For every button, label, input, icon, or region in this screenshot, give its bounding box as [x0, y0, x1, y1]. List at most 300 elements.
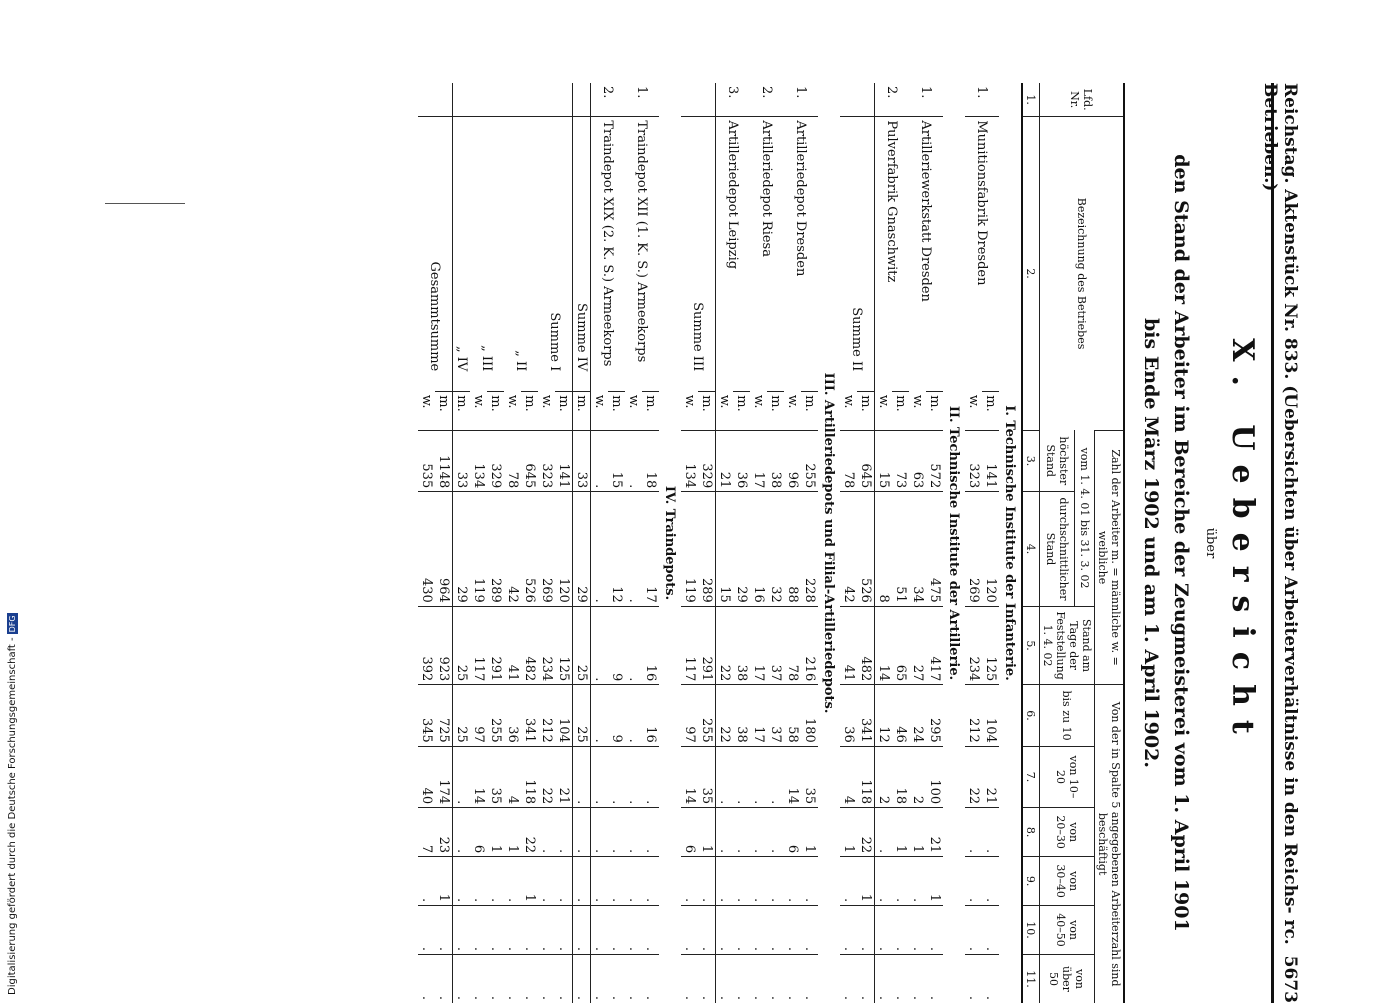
cell: . [555, 808, 573, 857]
cell: 1 [504, 808, 521, 857]
cell: . [784, 857, 801, 906]
sex-label: w. [471, 394, 486, 409]
cell: 7 [418, 808, 435, 857]
empty-cell [573, 83, 591, 117]
cell: 141 [982, 430, 999, 491]
cell: 41 [840, 606, 857, 685]
colnum: 6. [1022, 685, 1040, 746]
cell: 345 [418, 685, 435, 746]
cell: 29 [573, 492, 591, 607]
cell: 125 [982, 606, 999, 685]
running-header [1260, 83, 1300, 1003]
subtitle [1136, 83, 1196, 1003]
cell: 16 [642, 685, 659, 746]
cell: 88 [784, 492, 801, 607]
cell: . [521, 955, 538, 1003]
header-age-2: von 10–20 [1040, 746, 1095, 807]
cell: . [698, 906, 716, 955]
cell: 36 [733, 430, 750, 491]
cell: 12 [608, 492, 625, 607]
cell: . [487, 955, 504, 1003]
cell: 22 [857, 808, 875, 857]
cell: 120 [982, 492, 999, 607]
cell: . [591, 857, 609, 906]
header-age-3: von 20–30 [1040, 808, 1095, 857]
cell: 21 [926, 808, 943, 857]
sex-label: m. [733, 392, 750, 431]
cell: 78 [840, 430, 857, 491]
cell: 36 [504, 685, 521, 746]
sex-label: m. [555, 392, 573, 431]
cell: 78 [504, 430, 521, 491]
cell: 14 [784, 746, 801, 807]
cell: 25 [453, 606, 471, 685]
cell: . [642, 906, 659, 955]
cell: 291 [698, 606, 716, 685]
cell: . [625, 746, 642, 807]
sex-label: w. [539, 394, 554, 409]
cell: . [418, 955, 435, 1003]
table-body [418, 83, 1022, 1003]
cell: 97 [470, 685, 487, 746]
cell: 25 [573, 606, 591, 685]
cell: . [784, 906, 801, 955]
cell: 2 [909, 746, 926, 807]
cell: 526 [521, 492, 538, 607]
summary-name: Summe IV [573, 117, 591, 392]
sex-label: w. [876, 394, 891, 409]
cell: . [573, 857, 591, 906]
cell: . [982, 906, 999, 955]
colnum: 10. [1022, 906, 1040, 955]
cell: 269 [538, 492, 555, 607]
subtitle-line-2: bis Ende März 1902 und am 1. April 1902. [1140, 318, 1162, 768]
cell: . [642, 746, 659, 807]
sex-label: m. [435, 392, 453, 431]
row-nr: 2. [759, 86, 775, 99]
cell: 645 [521, 430, 538, 491]
cell: . [642, 808, 659, 857]
cell: . [767, 808, 784, 857]
cell: . [982, 808, 999, 857]
cell: . [538, 808, 555, 857]
cell: . [857, 906, 875, 955]
cell: 180 [801, 685, 818, 746]
sex-label: m. [982, 392, 999, 431]
cell: 29 [733, 492, 750, 607]
cell: . [591, 906, 609, 955]
cell: . [892, 857, 909, 906]
cell: 17 [750, 606, 767, 685]
cell: . [965, 955, 982, 1003]
row-name: Artilleriedepot Riesa [750, 117, 784, 392]
cell: 119 [470, 492, 487, 607]
cell: . [892, 955, 909, 1003]
cell: . [681, 955, 698, 1003]
cell: . [591, 685, 609, 746]
table-row [926, 83, 943, 1003]
table-row [892, 83, 909, 1003]
cell: . [982, 955, 999, 1003]
colnum: 9. [1022, 857, 1040, 906]
row-name: Traindepot XIX (2. K. S.) Armeekorps [591, 117, 626, 392]
cell: . [840, 906, 857, 955]
colnum: 1. [1022, 83, 1040, 117]
cell: 134 [470, 430, 487, 491]
empty-cell [538, 83, 573, 117]
cell: 21 [555, 746, 573, 807]
cell: 35 [698, 746, 716, 807]
cell: 63 [909, 430, 926, 491]
sex-label: m. [857, 392, 875, 431]
running-header-text: Reichstag. Aktenstück Nr. 833. (Uebersichten über Arbeiterverhältnisse in den Reichs- rc. Betrieben.) [1260, 83, 1300, 945]
cell: . [909, 906, 926, 955]
cell: 25 [453, 685, 471, 746]
cell: . [750, 746, 767, 807]
cell: . [418, 857, 435, 906]
cell: 38 [733, 606, 750, 685]
cell: . [750, 857, 767, 906]
sex-label: w. [682, 394, 697, 409]
dfg-logo: DFG [7, 615, 17, 633]
cell: 1 [926, 857, 943, 906]
sex-label: w. [966, 394, 981, 409]
cell: . [875, 955, 893, 1003]
cell: . [926, 955, 943, 1003]
cell: 22 [716, 685, 734, 746]
row-nr: 1. [793, 86, 809, 99]
cell: 572 [926, 430, 943, 491]
sex-label: w. [592, 394, 607, 409]
cell: 645 [857, 430, 875, 491]
sex-label: m. [573, 392, 591, 431]
cell: . [470, 906, 487, 955]
cell: 6 [470, 808, 487, 857]
colnum: 8. [1022, 808, 1040, 857]
summary-row [857, 83, 875, 1003]
cell: . [801, 955, 818, 1003]
cell: . [698, 955, 716, 1003]
cell: 16 [642, 606, 659, 685]
cell: . [875, 808, 893, 857]
row-nr: 1. [974, 86, 990, 99]
cell: . [982, 857, 999, 906]
cell: . [625, 430, 642, 491]
cell: 6 [681, 808, 698, 857]
cell: . [608, 808, 625, 857]
total-name: „ II [504, 117, 538, 392]
cell: . [875, 906, 893, 955]
cell: 22 [521, 808, 538, 857]
row-name: Traindepot XII (1. K. S.) Armeekorps [625, 117, 659, 392]
cell: 430 [418, 492, 435, 607]
cell: 42 [840, 492, 857, 607]
cell: . [716, 808, 734, 857]
cell: 120 [555, 492, 573, 607]
cell: 212 [965, 685, 982, 746]
digitization-note [1, 603, 25, 995]
cell: 32 [767, 492, 784, 607]
cell: 291 [487, 606, 504, 685]
table-row [608, 83, 625, 1003]
cell: 1 [840, 808, 857, 857]
cell: 17 [750, 685, 767, 746]
total-row [453, 83, 471, 1003]
cell: 34 [909, 492, 926, 607]
cell: . [875, 857, 893, 906]
cell: 96 [784, 430, 801, 491]
cell: 234 [538, 606, 555, 685]
cell: . [538, 906, 555, 955]
cell: 1 [487, 808, 504, 857]
cell: . [555, 857, 573, 906]
sex-label: m. [767, 392, 784, 431]
cell: . [625, 808, 642, 857]
cell: 35 [801, 746, 818, 807]
cell: 255 [487, 685, 504, 746]
sex-label: m. [453, 392, 471, 431]
cell: . [487, 857, 504, 906]
stray-mark [105, 203, 185, 206]
cell: . [573, 808, 591, 857]
cell: 58 [784, 685, 801, 746]
cell: 526 [857, 492, 875, 607]
cell: 234 [965, 606, 982, 685]
cell: 15 [608, 430, 625, 491]
cell: . [555, 906, 573, 955]
sex-label: w. [785, 394, 800, 409]
cell: 6 [784, 808, 801, 857]
empty-cell [470, 83, 504, 117]
digitization-note-text: Digitalisierung gefördert durch die Deutsche Forschungsgemeinschaft - [7, 637, 18, 995]
cell: . [573, 955, 591, 1003]
header-rule [1271, 83, 1274, 1003]
cell: . [435, 906, 453, 955]
cell: . [750, 906, 767, 955]
cell: . [573, 906, 591, 955]
summary-name: Summe II [840, 117, 875, 392]
cell: 17 [642, 492, 659, 607]
cell: 118 [857, 746, 875, 807]
section-heading: I. Technische Institute der Infanterie. [1002, 405, 1018, 681]
cell: 41 [504, 606, 521, 685]
cell: 9 [608, 606, 625, 685]
cell: 255 [698, 685, 716, 746]
cell: 1 [909, 808, 926, 857]
cell: 1 [801, 808, 818, 857]
cell: . [625, 906, 642, 955]
row-nr: 1. [634, 86, 650, 99]
cell: . [521, 906, 538, 955]
cell: 33 [453, 430, 471, 491]
cell: 1 [698, 808, 716, 857]
cell: . [591, 430, 609, 491]
cell: 2 [875, 746, 893, 807]
empty-cell [504, 83, 538, 117]
cell: 25 [573, 685, 591, 746]
cell: . [608, 906, 625, 955]
cell: 17 [750, 430, 767, 491]
header-hoechst: höchster Stand [1040, 430, 1075, 491]
cell: 65 [892, 606, 909, 685]
cell: . [801, 857, 818, 906]
cell: . [857, 955, 875, 1003]
cell: 18 [642, 430, 659, 491]
cell: . [716, 746, 734, 807]
cell: . [716, 906, 734, 955]
cell: 174 [435, 746, 453, 807]
cell: 22 [538, 746, 555, 807]
cell: 16 [750, 492, 767, 607]
cell: 323 [538, 430, 555, 491]
cell: 14 [875, 606, 893, 685]
sex-label: m. [642, 392, 659, 431]
cell: 1148 [435, 430, 453, 491]
cell: . [625, 606, 642, 685]
sex-label: m. [487, 392, 504, 431]
cell: 255 [801, 430, 818, 491]
cell: 341 [521, 685, 538, 746]
cell: 36 [840, 685, 857, 746]
sex-label: w. [626, 394, 641, 409]
header-age-5: von 40–50 [1040, 906, 1095, 955]
cell: . [767, 955, 784, 1003]
cell: . [767, 906, 784, 955]
cell: 37 [767, 685, 784, 746]
cell: 117 [681, 606, 698, 685]
cell: . [453, 906, 471, 955]
row-nr: 2. [600, 86, 616, 99]
total-name: „ III [470, 117, 504, 392]
cell: 42 [504, 492, 521, 607]
cell: . [767, 857, 784, 906]
cell: . [965, 808, 982, 857]
row-name: Pulverfabrik Gnaschwitz [875, 117, 910, 392]
cell: . [733, 808, 750, 857]
cell: . [504, 906, 521, 955]
cell: 1 [857, 857, 875, 906]
sex-label: m. [801, 392, 818, 431]
cell: 21 [982, 746, 999, 807]
cell: 27 [909, 606, 926, 685]
empty-cell [681, 83, 716, 117]
cell: 104 [555, 685, 573, 746]
cell: . [538, 857, 555, 906]
cell: . [555, 955, 573, 1003]
cell: . [608, 955, 625, 1003]
workers-table [418, 83, 1125, 1003]
sex-label: w. [751, 394, 766, 409]
row-name: Munitionsfabrik Dresden [965, 117, 999, 392]
cell: 923 [435, 606, 453, 685]
cell: 118 [521, 746, 538, 807]
cell: . [625, 955, 642, 1003]
section-heading: II. Technische Institute der Artillerie. [946, 405, 962, 681]
header-age-1: bis zu 10 [1040, 685, 1095, 746]
cell: 104 [982, 685, 999, 746]
cell: 46 [892, 685, 909, 746]
cell: . [716, 857, 734, 906]
cell: . [642, 857, 659, 906]
empty-cell [453, 83, 471, 117]
cell: 482 [521, 606, 538, 685]
row-name: Artilleriedepot Leipzig [716, 117, 751, 392]
header-count-group: Zahl der Arbeiter m. = männliche w. = weibliche [1095, 430, 1125, 685]
cell: 51 [892, 492, 909, 607]
header-age-6: von über 50 [1040, 955, 1095, 1003]
total-row [521, 83, 538, 1003]
cell: 22 [965, 746, 982, 807]
table-row [767, 83, 784, 1003]
cell: 8 [875, 492, 893, 607]
empty-cell [840, 83, 875, 117]
cell: . [608, 746, 625, 807]
cell: 33 [573, 430, 591, 491]
cell: . [716, 955, 734, 1003]
cell: . [453, 808, 471, 857]
cell: 1 [521, 857, 538, 906]
cell: . [591, 955, 609, 1003]
cell: 117 [470, 606, 487, 685]
table-row [801, 83, 818, 1003]
sex-label: w. [505, 394, 520, 409]
header-stand: Stand am Tage der Feststellung 1. 4. 02 [1040, 606, 1095, 685]
cell: 21 [716, 430, 734, 491]
cell: 289 [698, 492, 716, 607]
cell: 323 [965, 430, 982, 491]
section-heading: III. Artilleriedepots und Filial-Artilleriedepots. [821, 372, 837, 714]
total-name: „ IV [453, 117, 471, 392]
cell: . [608, 857, 625, 906]
cell: . [453, 746, 471, 807]
cell: . [909, 955, 926, 1003]
cell: . [591, 808, 609, 857]
cell: . [625, 492, 642, 607]
cell: 4 [840, 746, 857, 807]
cell: 212 [538, 685, 555, 746]
cell: 18 [892, 746, 909, 807]
sex-label: m. [892, 392, 909, 431]
summary-row [573, 83, 591, 1003]
cell: . [538, 955, 555, 1003]
cell: 964 [435, 492, 453, 607]
colnum: 5. [1022, 606, 1040, 685]
total-name: Summe I [538, 117, 573, 392]
cell: 29 [453, 492, 471, 607]
cell: . [733, 746, 750, 807]
cell: 134 [681, 430, 698, 491]
subtitle-line-1: den Stand der Arbeiter im Bereiche der Zeugmeisterei vom 1. April 1901 [1170, 154, 1192, 932]
cell: 38 [767, 430, 784, 491]
cell: . [965, 857, 982, 906]
cell: . [784, 955, 801, 1003]
cell: 35 [487, 746, 504, 807]
cell: . [681, 857, 698, 906]
cell: 73 [892, 430, 909, 491]
cell: . [504, 857, 521, 906]
sex-label: m. [521, 392, 538, 431]
cell: 23 [435, 808, 453, 857]
cell: 78 [784, 606, 801, 685]
cell: . [470, 955, 487, 1003]
cell: 475 [926, 492, 943, 607]
table-row [642, 83, 659, 1003]
cell: 4 [504, 746, 521, 807]
cell: . [591, 492, 609, 607]
cell: 329 [698, 430, 716, 491]
cell: 14 [681, 746, 698, 807]
cell: . [487, 906, 504, 955]
